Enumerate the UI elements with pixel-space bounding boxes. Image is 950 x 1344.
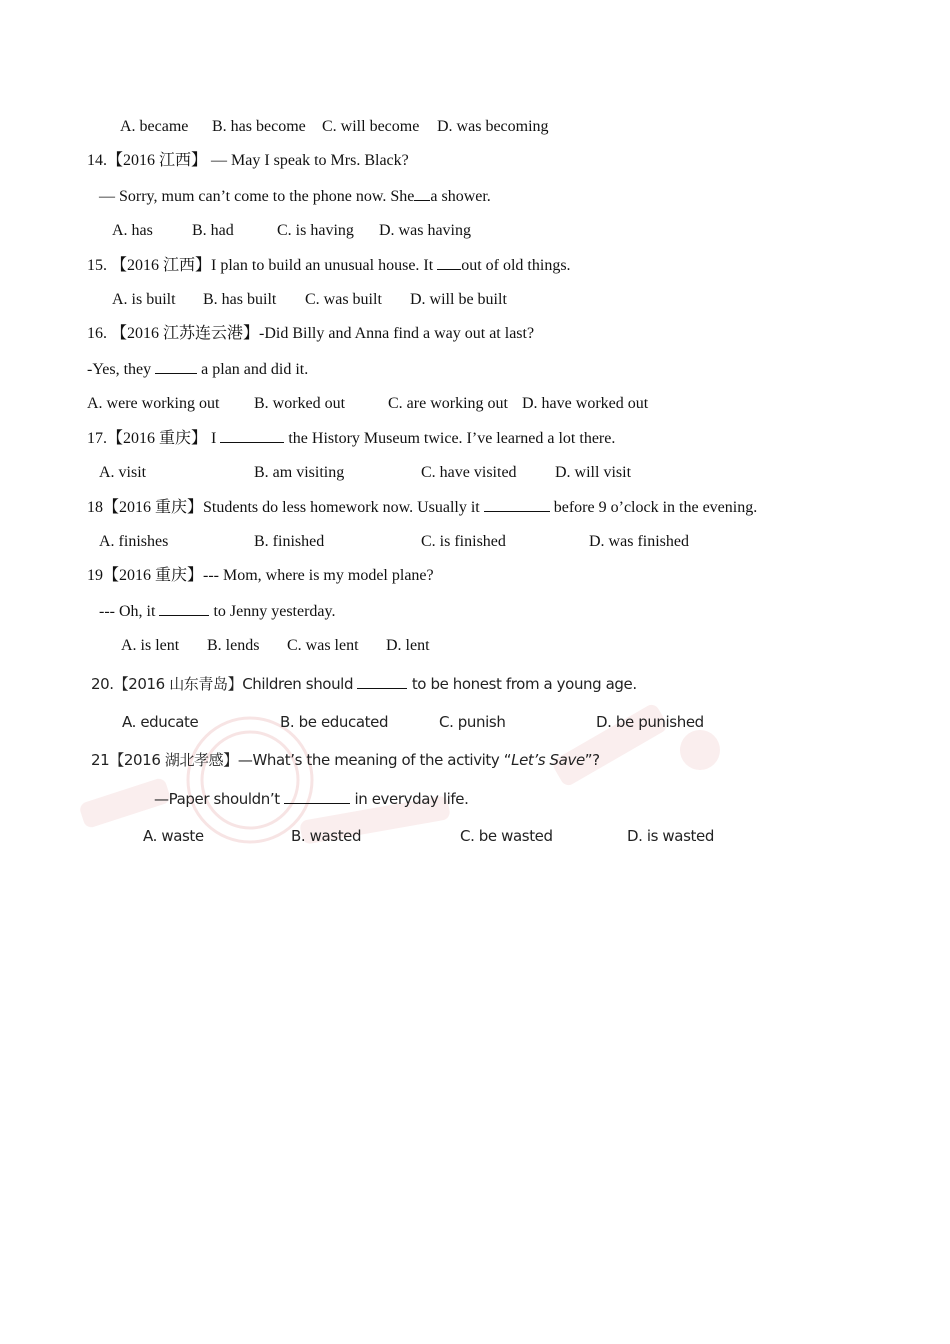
q13-option-d: D. was becoming bbox=[437, 118, 549, 135]
q17-option-a: A. visit bbox=[99, 464, 147, 481]
q16-question bbox=[87, 324, 534, 344]
q16-option-b: B. worked out bbox=[254, 395, 346, 412]
q20-question bbox=[91, 674, 637, 694]
q13-option-b: B. has become bbox=[212, 118, 306, 135]
q17-after: the History Museum twice. I’ve learned a lot there. bbox=[284, 430, 616, 447]
q16-source: 【2016 江苏连云港】 bbox=[111, 325, 260, 342]
q16-option-d: D. have worked out bbox=[522, 395, 649, 412]
q18-source: 【2016 重庆】 bbox=[103, 499, 204, 516]
q21-activity-name: Let’s Save bbox=[511, 751, 585, 769]
q15-source: 【2016 江西】 bbox=[111, 257, 212, 274]
q17-option-d: D. will visit bbox=[555, 464, 632, 481]
q21-reply-before: —Paper shouldn’t bbox=[154, 790, 285, 808]
q21-option-a: A. waste bbox=[143, 827, 204, 845]
q20-after: to be honest from a young age. bbox=[407, 675, 637, 693]
q21-reply-after: in everyday life. bbox=[350, 790, 469, 808]
q16-reply bbox=[87, 359, 308, 380]
q15-after: out of old things. bbox=[461, 257, 571, 274]
q19-source: 【2016 重庆】 bbox=[103, 567, 204, 584]
q19-reply-before: --- Oh, it bbox=[99, 603, 160, 620]
q16-option-a: A. were working out bbox=[87, 395, 220, 412]
q18-question bbox=[87, 497, 757, 518]
q18-before: Students do less homework now. Usually it bbox=[203, 499, 484, 516]
q18-number: 18 bbox=[87, 499, 103, 516]
q20-number: 20. bbox=[91, 675, 114, 693]
q15-question bbox=[87, 255, 571, 276]
q16-text: -Did Billy and Anna find a way out at last? bbox=[259, 325, 535, 342]
q19-option-c: C. was lent bbox=[287, 637, 359, 654]
q20-blank bbox=[357, 674, 407, 689]
q19-reply-after: to Jenny yesterday. bbox=[209, 603, 336, 620]
q14-option-a: A. has bbox=[112, 222, 153, 239]
q19-option-b: B. lends bbox=[207, 637, 260, 654]
q13-option-a: A. became bbox=[120, 118, 189, 135]
q20-before: Children should bbox=[242, 675, 358, 693]
q16-reply-after: a plan and did it. bbox=[197, 361, 309, 378]
q19-option-d: D. lent bbox=[386, 637, 430, 654]
q21-number: 21 bbox=[91, 751, 110, 769]
q16-option-c: C. are working out bbox=[388, 395, 508, 412]
q17-option-c: C. have visited bbox=[421, 464, 517, 481]
q14-number: 14. bbox=[87, 152, 107, 169]
q20-source: 【2016 山东青岛】 bbox=[113, 675, 243, 693]
q18-option-c: C. is finished bbox=[421, 533, 506, 550]
q21-after: ”? bbox=[584, 751, 600, 769]
q16-reply-before: -Yes, they bbox=[87, 361, 156, 378]
q19-question bbox=[87, 566, 434, 586]
q20-option-d: D. be punished bbox=[596, 713, 704, 731]
q14-reply bbox=[99, 186, 491, 207]
q14-option-c: C. is having bbox=[277, 222, 354, 239]
q18-blank bbox=[484, 497, 550, 512]
q15-before: I plan to build an unusual house. It bbox=[211, 257, 438, 274]
q15-blank bbox=[437, 255, 461, 270]
q21-source: 【2016 湖北孝感】 bbox=[109, 751, 238, 769]
q19-option-a: A. is lent bbox=[121, 637, 180, 654]
q14-reply-before: — Sorry, mum can’t come to the phone now. She bbox=[99, 188, 415, 205]
q16-blank bbox=[155, 359, 197, 374]
q18-option-a: A. finishes bbox=[99, 533, 169, 550]
q14-question bbox=[87, 151, 409, 171]
q21-option-c: C. be wasted bbox=[460, 827, 553, 845]
q15-option-a: A. is built bbox=[112, 291, 176, 308]
q20-option-a: A. educate bbox=[122, 713, 199, 731]
q21-before: —What’s the meaning of the activity “ bbox=[237, 751, 512, 769]
q17-option-b: B. am visiting bbox=[254, 464, 345, 481]
q17-source: 【2016 重庆】 bbox=[107, 430, 208, 447]
q19-number: 19 bbox=[87, 567, 103, 584]
q17-question bbox=[87, 428, 615, 449]
q14-reply-after: a shower. bbox=[430, 188, 491, 205]
q17-before: I bbox=[211, 430, 221, 447]
q21-reply bbox=[154, 789, 468, 809]
q13-option-c: C. will become bbox=[322, 118, 420, 135]
q18-option-b: B. finished bbox=[254, 533, 325, 550]
q19-blank bbox=[159, 601, 209, 616]
q17-number: 17. bbox=[87, 430, 107, 447]
q21-blank bbox=[284, 789, 350, 804]
q15-number: 15. bbox=[87, 257, 107, 274]
q14-blank bbox=[414, 186, 430, 201]
q14-text: — May I speak to Mrs. Black? bbox=[211, 152, 409, 169]
q19-text: --- Mom, where is my model plane? bbox=[203, 567, 434, 584]
q14-option-d: D. was having bbox=[379, 222, 471, 239]
q20-option-b: B. be educated bbox=[280, 713, 389, 731]
q21-option-d: D. is wasted bbox=[627, 827, 714, 845]
q14-source: 【2016 江西】 bbox=[107, 152, 208, 169]
q17-blank bbox=[220, 428, 284, 443]
q21-option-b: B. wasted bbox=[291, 827, 362, 845]
q18-after: before 9 o’clock in the evening. bbox=[549, 499, 758, 516]
q18-option-d: D. was finished bbox=[589, 533, 689, 550]
q15-option-c: C. was built bbox=[305, 291, 382, 308]
q15-option-b: B. has built bbox=[203, 291, 277, 308]
q16-number: 16. bbox=[87, 325, 107, 342]
q15-option-d: D. will be built bbox=[410, 291, 507, 308]
q14-option-b: B. had bbox=[192, 222, 234, 239]
q21-question bbox=[91, 750, 600, 770]
q19-reply bbox=[99, 601, 335, 622]
q20-option-c: C. punish bbox=[439, 713, 506, 731]
